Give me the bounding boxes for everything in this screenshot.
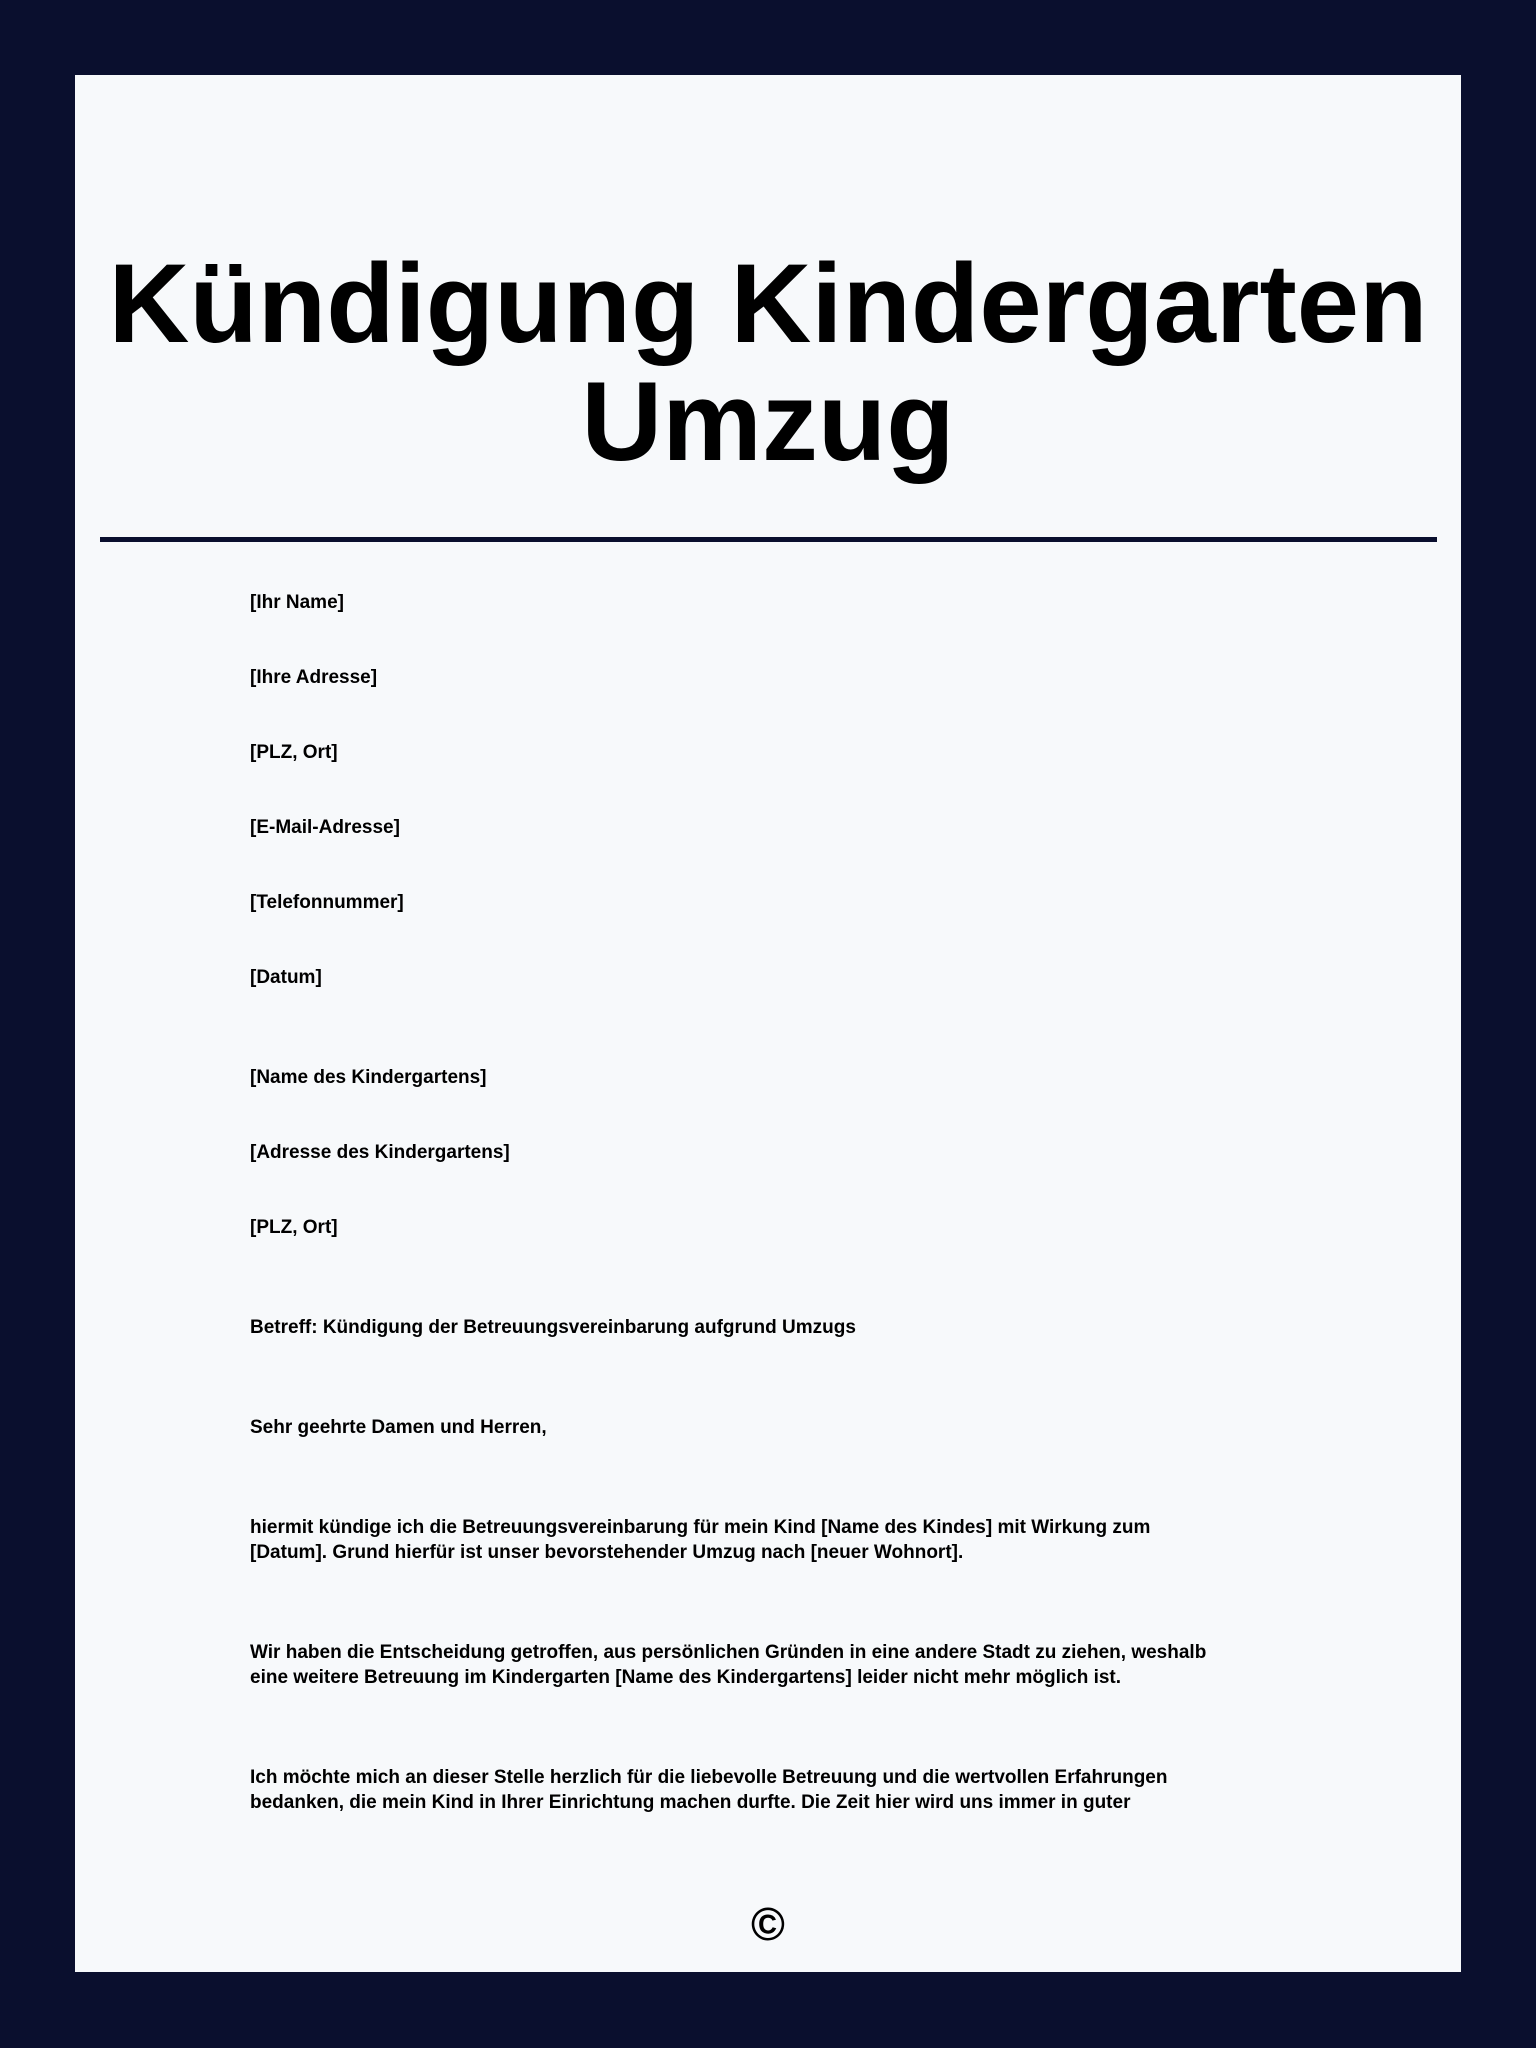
sender-email: [E-Mail-Adresse] xyxy=(250,817,400,838)
letter-date: [Datum] xyxy=(250,967,322,988)
sender-address: [Ihre Adresse] xyxy=(250,667,378,688)
title-line-1: Kündigung Kindergarten xyxy=(108,241,1428,366)
document-title xyxy=(75,241,1461,484)
letter-paragraph-2: Wir haben die Entscheidung getroffen, aus persönlichen Gründen in eine andere Stadt zu ziehen, weshalb eine weitere Betreuung im Kindergarten [Name des Kindergartens] leider nicht mehr möglich ist. xyxy=(250,1642,1207,1688)
recipient-address: [Adresse des Kindergartens] xyxy=(250,1142,510,1163)
document-page xyxy=(75,75,1461,1972)
title-line-2: Umzug xyxy=(581,359,955,484)
letter-paragraph-1: hiermit kündige ich die Betreuungsvereinbarung für mein Kind [Name des Kindes] mit Wirkung zum [Datum]. Grund hierfür ist unser bevorstehender Umzug nach [neuer Wohnort]. xyxy=(250,1517,1151,1563)
sender-name: [Ihr Name] xyxy=(250,592,344,613)
recipient-name: [Name des Kindergartens] xyxy=(250,1067,487,1088)
sender-zip-city: [PLZ, Ort] xyxy=(250,742,338,763)
letter-subject: Betreff: Kündigung der Betreuungsvereinbarung aufgrund Umzugs xyxy=(250,1317,856,1338)
copyright-icon: © xyxy=(751,1898,785,1950)
sender-phone: [Telefonnummer] xyxy=(250,892,404,913)
letter-paragraph-3: Ich möchte mich an dieser Stelle herzlich für die liebevolle Betreuung und die wertvollen Erfahrungen bedanken, die mein Kind in Ihrer Einrichtung machen durfte. Die Zeit hier wird uns immer in guter xyxy=(250,1767,1168,1813)
recipient-zip-city: [PLZ, Ort] xyxy=(250,1217,338,1238)
letter-salutation: Sehr geehrte Damen und Herren, xyxy=(250,1417,547,1438)
title-divider xyxy=(100,537,1437,542)
